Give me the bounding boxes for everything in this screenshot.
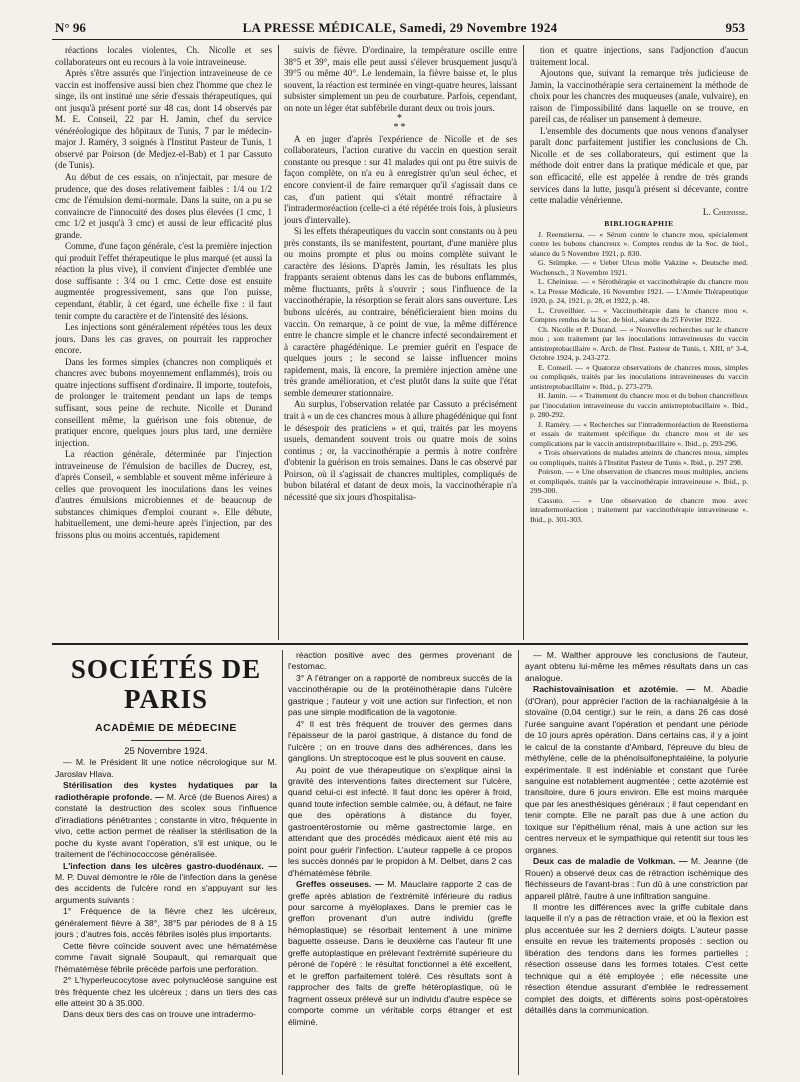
paragraph: Cette fièvre coïncide souvent avec une hématémèse comme l'avait signalé Soupault, qui remarquait que l'hématémèse fébrile précède parfois une perforation. (55, 940, 277, 974)
paragraph: réactions locales violentes, Ch. Nicolle et ses collaborateurs ont eu recours à la voie intraveineuse. (55, 45, 272, 67)
paragraph: Les injections sont généralement répétées tous les deux jours. Dans les cas graves, on pourrait les rapprocher encore. (55, 322, 272, 356)
issue-number: N° 96 (55, 20, 86, 35)
bibliography-list (530, 230, 748, 525)
journal-title: LA PRESSE MÉDICALE, Samedi, 29 Novembre 1924 (242, 20, 558, 35)
paragraph: 3° A l'étranger on a rapporté de nombreux succès de la vaccinothérapie ou de la protéinothérapie dans l'ulcère gastrique ; l'auteur y voit une action sur l'infection, et non pas une simple modification de la vagotonie. (288, 672, 512, 718)
paragraph: L'infection dans les ulcères gastro-duodénaux. — M. P. Duval démontre le rôle de l'infection dans la genèse des accidents de l'ulcère rond en s'appuyant sur les arguments suivants : (55, 860, 277, 905)
paragraph: 4° Il est très fréquent de trouver des germes dans l'épaisseur de la paroi gastrique, à distance du fond de l'ulcère ; on en trouve dans des adhérences, dans les ganglions. Un streptocoque est le plus souvent en cause. (288, 718, 512, 764)
paragraph: Dans deux tiers des cas on trouve une intradermo- (63, 1009, 256, 1020)
paragraph: L. Cruveilhier. — « Vaccinothérapie dans le chancre mou ». Comptes rendus de la Soc. de biol., séance du 25 Février 1922. (530, 305, 748, 325)
stars-glyph: * ** (393, 113, 408, 134)
academy-heading: ACADÉMIE DE MÉDECINE (95, 722, 237, 734)
paragraph: Greffes osseuses. — M. Mauclaire rapporte 2 cas de greffe après ablation de l'extrémité inférieure du radius pour sarcome à myéloplaxes. Dans le premier cas le greffon provenant d'un autre individu (greffe hémoplastique) se résorbait lentement à une minime baguette osseuse. Dans le deuxième cas l'auteur fit une greffe autoplastique en prélevant l'extrémité supérieure du péroné de l'opéré : le résultat fonctionnel a été excellent, et le greffon parfaitement toléré. Ces résultats sont à rapprocher des faits de greffe hétéroplastique, où le fragment osseux prélevé sur un individu d'autre espèce se comporte comme un véritable corps étranger et est éliminé. (288, 879, 512, 1027)
paragraph: Poirson. — « Une observation de chancres mous multiples, anciens et compliqués, traités par la vaccinothérapie intraveineuse ». Ibid., p. 299-300. (530, 467, 748, 496)
upper-column-3 (530, 45, 748, 640)
conclusion-paragraphs (530, 45, 748, 207)
upper-column-1 (55, 45, 272, 640)
lower-column-2 (288, 650, 512, 1075)
paragraph: G. Stümpke. — « Ueber Ulcus molle Vakzine ». Deutsche med. Wochensch., 3 Novembre 1921. (530, 258, 748, 277)
paragraph: tion et quatre injections, sans l'adjonction d'aucun traitement local. (530, 45, 748, 67)
header-rule (52, 39, 748, 40)
paragraph: — M. le Président lit une notice nécrologique sur M. Jaroslav Hlava. (55, 757, 277, 779)
paragraph: « Trois observations de malades atteints de chancres mous, simples ou compliqués, traités à l'Institut Pasteur de Tunis ». Ibid., p. 297 298. (530, 448, 748, 467)
section-rule (52, 643, 748, 645)
page-number: 953 (725, 20, 745, 35)
session-reports-1 (55, 757, 277, 1020)
paragraph: Au début de ces essais, on n'injectait, par mesure de prudence, que des doses relativement faibles : 1/4 ou 1/2 cmc de l'émulsion demi-normale. Dans la suite, on a pu se convaincre de l'innocuité des doses plus élevées (1 cmc, 1 cmc 1/2 et jusqu'à 3 cmc) et aussi de leur efficacité plus grande. (55, 172, 272, 240)
paragraph: suivis de fièvre. D'ordinaire, la température oscille entre 38°5 et 39°, mais elle peut aussi s'élever brusquement jusqu'à 39°5 ou même 40°. Le lendemain, la fièvre baisse et, le plus souvent, la réaction est terminée en vingt-quatre heures, laissant subsister simplement un peu de courbature. Parfois, cependant, on note un léger état subfébrile durant deux ou trois jours. (284, 45, 517, 113)
paragraph: Au surplus, l'observation relatée par Cassuto a précisément trait à « un de ces chancres mous à allure phagédénique qui font le désespoir des praticiens » et qui, traités par les moyens usuels, demandent souvent trois ou quatre mois de soins continus ; or, la vaccinothérapie a permis à notre confrère d'obtenir la guérison en trois semaines. Dans le cas observé par Poirson, où il s'agissait de chancres multiples, compliqués de bubon bilatéral et datant de deux mois, la vaccinothérapie n'a nécessité que six jours d'hospitalisa- (284, 399, 517, 502)
paragraph: 1° Fréquence de la fièvre chez les ulcéreux, généralement fièvre à 38°, 38°5 par périodes de 8 à 15 jours ; d'autres fois, accès fébriles isolés plus importants. (55, 906, 277, 940)
academy-rule (131, 740, 201, 741)
paragraph: Stérilisation des kystes hydatiques par la radiothérapie profonde. — M. Arcé (de Buenos Aires) a constaté la destruction des scolex sous l'influence d'irradiations pénétrantes ; constante in vitro, fréquente in vivo, cette action permet de réaliser la stérilisation de la poche du kyste avant l'opération, s'il est unique, ou le traitement de l'échinococcose généralisée. (55, 780, 277, 860)
paragraph: A en juger d'après l'expérience de Nicolle et de ses collaborateurs, l'action curative du vaccin en question serait constante ou presque : sur 41 malades qui ont pu être suivis de façon complète, on n'a eu à enregistrer qu'un seul échec, et encore convient-il de faire remarquer qu'il s'agissait dans ce cas, d'un patient qui s'était montré réfractaire à l'intradermoréaction (celle-ci a été répétée trois fois, à plusieurs jours d'intervalle). (284, 133, 517, 225)
column-divider (282, 650, 283, 1075)
paragraph: Après s'être assurés que l'injection intraveineuse de ce vaccin est inoffensive aussi bien chez l'homme que chez le singe, ils ont institué une série d'essais thérapeutiques, qui ont jusqu'à présent porté sur 48 cas, dont 14 observés par M. E. Conseil, 22 par H. Jamin, chef du service vénéréologique des hôpitaux de Tunis, 7 par le médecin-major J. Raméry, 3 soignés à l'Institut Pasteur de Tunis, 1 observé par Poirson (de Medjez-el-Bab) et 1 par Cassuto (de Tunis). (55, 68, 272, 171)
column-divider (523, 45, 524, 640)
paragraph: Dans les formes simples (chancres non compliqués et chancres avec bubons moyennement enflammés), trois ou quatre injections suffisent d'ordinaire. Il importe, toutefois, de prolonger le traitement pendant un laps de temps suffisant, sous peine de rechute. Nicolle et Durand conseillent même, la guérison une fois obtenue, de pratiquer encore, quelques jours plus tard, une dernière injection. (55, 356, 272, 448)
upper-column-2 (284, 45, 517, 640)
paragraph: Ajoutons que, suivant la remarque très judicieuse de Jamin, la vaccinothérapie sera certainement la méthode de choix pour les chancres des muqueuses (anale, vulvaire), en raison de l'impossibilité dans laquelle on se trouve, en pareil cas, de réaliser un pansement à demeure. (530, 68, 748, 125)
paragraph: 2° L'hyperleucocytose avec polynucléose sanguine est très fréquente chez les ulcéreux ; dans un tiers des cas elle atteint 30 à 35.000. (55, 975, 277, 1008)
column-divider (278, 45, 279, 640)
paragraph: Si les effets thérapeutiques du vaccin sont constants ou à peu près constants, ils se manifestent, pourtant, d'une manière plus ou moins prompte et plus ou moins complète suivant le caractère des lésions. D'après Jamin, les résultats les plus frappants seraient obtenus dans les cas de bubons enflammés, même fluctuants, prêts à s'ouvrir ; sous l'influence de la vaccinothérapie, la résorption se ferait alors sans ouverture. Les bubons ulcérés, au contraire, bénéficieraient bien moins du vaccin. On remarque, à ce point de vue, la même différence entre le chancre simple et le chancre infecté secondairement et à caractère phagédénique. Le premier guérit en l'espace de quelques jours ; le second se laisse influencer moins rapidement, mais, là encore, la première injection amène une très grande amélioration, et c'est plutôt dans la suite que l'état semble demeurer stationnaire. (284, 226, 517, 398)
author-signature: L. Cheinisse. (702, 206, 748, 217)
paragraph: Ch. Nicolle et P. Durand. — « Nouvelles recherches sur le chancre mou ; son traitement par les inoculations intraveineuses du vaccin antistreptobacillaire ». Arch. de l'Inst. Pasteur de Tunis, t. XIII, n° 3-4, Octobre 1924, p. 243-272. (530, 324, 748, 363)
paragraph: Rachistovaïnisation et azotémie. — M. Abadie (d'Oran), pour apprécier l'action de la rachianalgésie à la stovaïne (0,04 centigr.) sur le rein, a dans 26 cas dosé l'urée sanguine avant l'opération et pendant une période de 10 jours après opération. Dans certains cas, il y a joint le calcul de la constante d'Ambard, l'épreuve du bleu de méthylène, celle de la phénolsulfonephtaléine, la polyurie expérimentale. Il est indéniable et constant que l'urée sanguine est notablement augmentée ; cette azotémie est transitoire, dure 6 jours environ. Elle est moins marquée que par les anesthésiques généraux ; il faut cependant en tenir compte. Elle ne paraît pas due à une action du toxique sur l'épithélium rénal, mais à une action sur les centres nerveux et le sympathique qui retentit sur tous les organes. (525, 684, 748, 855)
paragraph: J. Reenstierna. — « Sérum contre le chancre mou, spécialement contre les bubons chancreux ». Comptes rendus de la Soc. de biol., séance du 5 Novembre 1921, p. 830. (530, 229, 748, 258)
paragraph: H. Jamin. — « Traitement du chancre mou et du bubon chancrelleux par l'inoculation intraveineuse du vaccin antistreptobacillaire ». Ibid., p. 280-292. (530, 391, 748, 420)
paragraph: Il montre les différences avec la griffe cubitale dans laquelle il n'y a pas de rétraction vraie, et où la flexion est plus accentuée sur les 2 derniers doigts. L'auteur passe ensuite en revue les traitements proposés : section ou libération des tendons dans les formes partielles ; résection osseuse dans les formes totales. C'est cette technique qui a été employée ; elle nécessite une résection étendue assurant d'emblée le redressement complet des doigts, et différents soins post-opératoires détaillés dans la communication. (525, 901, 748, 1016)
societies-title: SOCIÉTÉS DE PARIS (70, 654, 262, 714)
page-header (55, 20, 745, 38)
column-divider (518, 650, 519, 1075)
lower-column-3 (525, 650, 748, 1075)
paragraph: J. Raméry. — « Recherches sur l'intradermoréaction de Reenstierna et essais de traitement spécifique du chancre mou et de ses complications par le vaccin antistreptobacillaire ». Ibid., p. 293-296. (530, 419, 748, 448)
paragraph: Au point de vue thérapeutique on s'explique ainsi la gravité des interventions faites directement sur l'ulcère, quand celui-ci est infecté. Il faut donc les opérer à froid, quand toute infection semble calmée, ou, à défaut, ne faire que des opérations à distance du foyer, gastroentérostomie ou même gastrectomie large, en attendant que des procédés médicaux aient été mis au point pour guérir l'infection. L'auteur rappelle à ce propos les succès donnés par le propidon à M. Delbet, dans 2 cas d'hématémèse fébrile. (288, 764, 512, 878)
paragraph: L'ensemble des documents que nous venons d'analyser paraît donc parfaitement justifier les conclusions de Ch. Nicolle et de ses collaborateurs, qui estiment que la méthode doit entrer dans la pratique médicale et que, par son efficacité, elle est appelée à rendre de très grands services dans la lutte, jusqu'à présent si décevante, contre cette maladie vénérienne. (530, 125, 748, 206)
paragraph: Deux cas de maladie de Volkman. — M. Jeanne (de Rouen) a observé deux cas de rétraction ischémique des fléchisseurs de l'avant-bras : l'un dû à une constriction par appareil plâtré, l'autre à une infiltration sanguine. (525, 856, 748, 901)
lower-column-1 (55, 650, 277, 1075)
paragraph: réaction positive avec des germes provenant de l'estomac. (288, 650, 512, 672)
section-separator-stars (284, 114, 517, 134)
paragraph: — M. Walther approuve les conclusions de l'auteur, ayant obtenu lui-même les mêmes résultats dans un cas analogue. (525, 650, 748, 683)
paragraph: Cassuto. — « Une observation de chancre mou avec intradermoréaction ; traitement par vaccinothérapie intraveineuse ». Ibid., p. 301-303. (530, 495, 748, 524)
paragraph: Comme, d'une façon générale, c'est la première injection qui produit l'effet thérapeutique le plus marqué (et aussi la réaction la plus vive), il convient d'injecter d'emblée une dose suffisante : 3/4 ou 1 cmc. Cette dose est ensuite augmentée progressivement, sans que l'on puisse, cependant, établir, à cet égard, une échelle fixe : il faut tenir compte du caractère et de l'intensité des lésions. (55, 241, 272, 321)
paragraph: E. Conseil. — « Quatorze observations de chancres mous, simples ou compliqués, traités par les inoculations intraveineuses du vaccin antistreptobacillaire ». Ibid., p. 273-279. (530, 362, 748, 391)
paragraph: L. Cheinisse. — « Sérothérapie et vaccinothérapie du chancre mou ». La Presse Médicale, 16 Novembre 1921. — L'Année Thérapeutique 1920, p. 24, 1921, p. 28, et 1922, p. 48. (530, 277, 748, 306)
fever-paragraphs (284, 45, 517, 114)
session-date: 25 Novembre 1924. (124, 746, 208, 757)
paragraph: La réaction générale, déterminée par l'injection intraveineuse de l'émulsion de bacilles de Ducrey, est, d'après Conseil, « semblable et souvent même inférieure à celles que provoquent les inoculations dans les veines d'autres émulsions microbiennes et de beaucoup de substances chimiques d'emploi courant ». Elle débute, habituellement, une demi-heure après l'injection, par des frissons plus ou moins accentués, rapidement (55, 449, 272, 540)
efficacy-paragraphs (284, 134, 517, 504)
bibliography-heading: BIBLIOGRAPHIE (604, 219, 674, 229)
